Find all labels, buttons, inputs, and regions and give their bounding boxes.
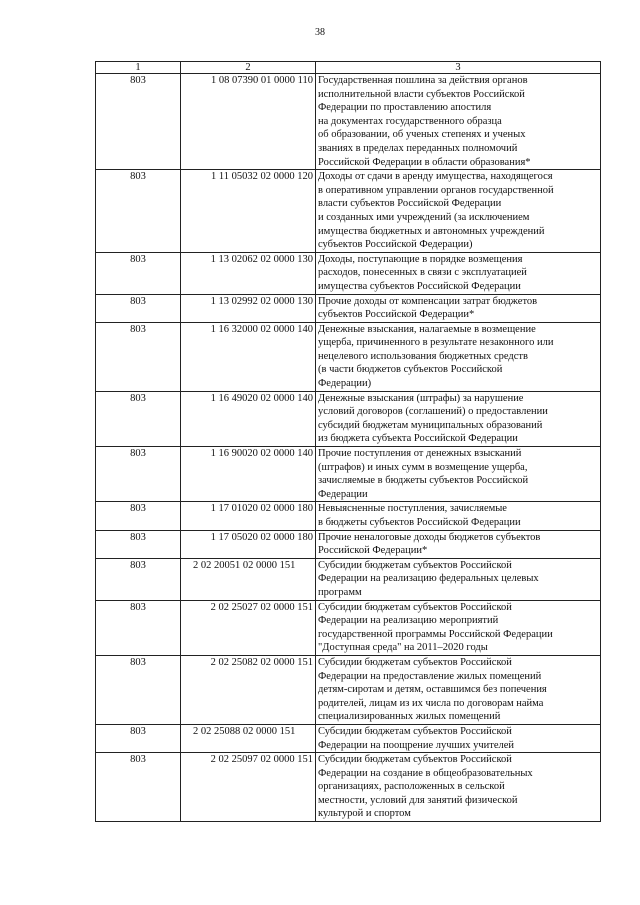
admin-code-cell: 803	[96, 724, 181, 752]
revenue-description-cell: Субсидии бюджетам субъектов Российской Федерации на создание в общеобразовательных организациях, расположенных в сельской местности, условий для занятий физической культурой и спортом	[316, 753, 601, 822]
budget-classification-code-cell: 2 02 20051 02 0000 151	[181, 558, 316, 600]
revenue-description-cell: Субсидии бюджетам субъектов Российской Федерации на реализацию мероприятий государственной программы Российской Федерации "Доступная среда" на 2011–2020 годы	[316, 600, 601, 655]
revenue-description-cell: Субсидии бюджетам субъектов Российской Федерации на предоставление жилых помещений детям-сиротам и детям, оставшимся без попечения родителей, лицам из их числа по договорам найма специализированных жилых помещений	[316, 655, 601, 724]
budget-classification-code-cell: 1 17 01020 02 0000 180	[181, 502, 316, 530]
budget-classification-code-cell: 1 16 90020 02 0000 140	[181, 447, 316, 502]
admin-code-cell: 803	[96, 170, 181, 253]
revenue-description-cell: Субсидии бюджетам субъектов Российской Федерации на поощрение лучших учителей	[316, 724, 601, 752]
admin-code-cell: 803	[96, 655, 181, 724]
budget-classification-code-cell: 1 16 49020 02 0000 140	[181, 391, 316, 446]
revenue-description-cell: Прочие неналоговые доходы бюджетов субъектов Российской Федерации*	[316, 530, 601, 558]
revenue-description-cell: Денежные взыскания (штрафы) за нарушение условий договоров (соглашений) о предоставлении субсидий бюджетам муниципальных образований из бюджета субъекта Российской Федерации	[316, 391, 601, 446]
budget-classification-code-cell: 1 16 32000 02 0000 140	[181, 322, 316, 391]
revenue-description-cell: Государственная пошлина за действия органов исполнительной власти субъектов Российской Федерации по проставлению апостиля на документах государственного образца об образовании, об ученых степенях и ученых званиях в пределах переданных полномочий Российской Федерации в области образования*	[316, 74, 601, 170]
revenue-description-cell: Прочие поступления от денежных взысканий (штрафов) и иных сумм в возмещение ущерба, зачисляемые в бюджеты субъектов Российской Федерации	[316, 447, 601, 502]
admin-code-cell: 803	[96, 294, 181, 322]
admin-code-cell: 803	[96, 753, 181, 822]
table-row	[96, 322, 601, 391]
page-number: 38	[315, 27, 325, 38]
revenue-description-cell: Доходы, поступающие в порядке возмещения расходов, понесенных в связи с эксплуатацией имущества субъектов Российской Федерации	[316, 252, 601, 294]
budget-classification-code-cell: 1 13 02062 02 0000 130	[181, 252, 316, 294]
revenue-description-cell: Субсидии бюджетам субъектов Российской Федерации на реализацию федеральных целевых программ	[316, 558, 601, 600]
table-row	[96, 294, 601, 322]
table-row	[96, 530, 601, 558]
table-row	[96, 447, 601, 502]
table-row	[96, 558, 601, 600]
admin-code-cell: 803	[96, 322, 181, 391]
budget-classification-code-cell: 2 02 25082 02 0000 151	[181, 655, 316, 724]
table-row	[96, 724, 601, 752]
revenue-description-cell: Прочие доходы от компенсации затрат бюджетов субъектов Российской Федерации*	[316, 294, 601, 322]
budget-classification-code-cell: 2 02 25097 02 0000 151	[181, 753, 316, 822]
admin-code-cell: 803	[96, 502, 181, 530]
budget-classification-code-cell: 2 02 25088 02 0000 151	[181, 724, 316, 752]
revenue-description-cell: Невыясненные поступления, зачисляемые в бюджеты субъектов Российской Федерации	[316, 502, 601, 530]
table-row	[96, 170, 601, 253]
table-row	[96, 74, 601, 170]
table-row	[96, 753, 601, 822]
budget-classification-code-cell: 2 02 25027 02 0000 151	[181, 600, 316, 655]
table-row	[96, 600, 601, 655]
admin-code-cell: 803	[96, 447, 181, 502]
revenue-description-cell: Денежные взыскания, налагаемые в возмещение ущерба, причиненного в результате незаконного или нецелевого использования бюджетных средств (в части бюджетов субъектов Российской Федерации)	[316, 322, 601, 391]
admin-code-cell: 803	[96, 252, 181, 294]
admin-code-cell: 803	[96, 530, 181, 558]
budget-classification-code-cell: 1 11 05032 02 0000 120	[181, 170, 316, 253]
admin-code-cell: 803	[96, 558, 181, 600]
table-header-row	[96, 62, 601, 74]
admin-code-cell: 803	[96, 74, 181, 170]
admin-code-cell: 803	[96, 391, 181, 446]
budget-classification-code-cell: 1 08 07390 01 0000 110	[181, 74, 316, 170]
admin-code-cell: 803	[96, 600, 181, 655]
column-header-1: 1	[96, 62, 181, 74]
table-row	[96, 655, 601, 724]
column-header-2: 2	[181, 62, 316, 74]
table-row	[96, 252, 601, 294]
revenue-codes-table	[95, 61, 601, 822]
revenue-description-cell: Доходы от сдачи в аренду имущества, находящегося в оперативном управлении органов государственной власти субъектов Российской Федерации и созданных ими учреждений (за исключением имущества бюджетных и автономных учреждений субъектов Российской Федерации)	[316, 170, 601, 253]
budget-classification-code-cell: 1 17 05020 02 0000 180	[181, 530, 316, 558]
column-header-3: 3	[316, 62, 601, 74]
table-row	[96, 502, 601, 530]
table-row	[96, 391, 601, 446]
budget-classification-code-cell: 1 13 02992 02 0000 130	[181, 294, 316, 322]
table-body	[96, 74, 601, 822]
